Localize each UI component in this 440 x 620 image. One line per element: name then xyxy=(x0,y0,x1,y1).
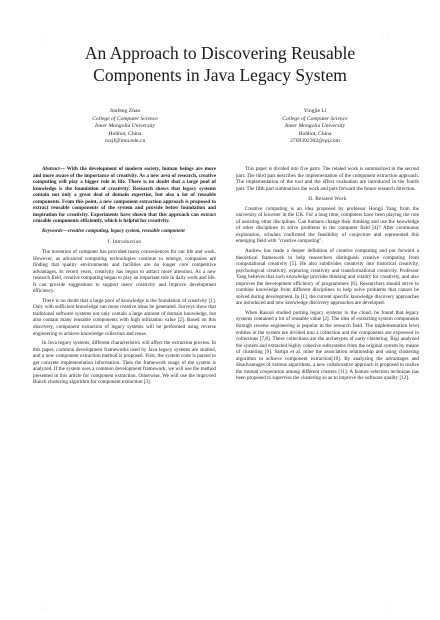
abstract-text: With the development of modern society, human beings are more and more aware of the importance of creativity. As a new area of research, creative computing will play a bigger role in life. There is no doubt that a large pool of knowledge is the foundation of creativity. Research shows that legacy systems contain not only a great deal of domain expertise, but also a lot of reusable components. From this point, a new component extraction approach is proposed to extract reusable components of the system and provide better foundation and inspiration for creativity. Experiments have shown that this approach can extract reusable components efficiently, which is helpful for creativity. xyxy=(33,166,216,225)
author-block-2 xyxy=(230,108,400,146)
paragraph: The invention of computer has provided many conveniences for our life and work. However, as advanced computing technologies continue to emerge, companies are finding that quality environments and facilities are no longer core competitive advantages. In recent years, creativity has begun to attract more attention. As a new research field, creative computing began to play an important role in daily work and life. It can provide suggestions to support users' creativity and improve development efficiency. xyxy=(33,249,216,295)
author-department: College of Computer Science xyxy=(282,115,348,122)
paragraph: When Rasool studied porting legacy systems to the cloud, he found that legacy systems contained a lot of reusable value [2]. The idea of extracting system components through reverse engineering is popular in the research field. The implementation level entities in the system are divided into a collection and the components are expressed in collections [7,8]. These collections are the archetypes of early clustering. Rigi analyzed the system and extracted highly cohesive subsystems from the original system by means of clustering [9]. Sartipi et al. mine the association relationship and using clustering algorithm to achieve component extraction[10]. By analyzing the advantages and disadvantages of various algorithms, a new collaborative approach is proposed to realize the mutual cooperation among different clusters [11]. A feature selection technique has been proposed to supervise the clustering so as to improve the software quality [12]. xyxy=(236,309,419,382)
keywords xyxy=(33,228,216,235)
paragraph: In Java legacy systems, different characteristics will affect the extraction process. In this paper, common development frameworks used by Java legacy systems are studied, and a new component extraction method is proposed. First, the system code is parsed to get concrete implementation information. Then the framework usage of the system is analyzed. If the system uses a common development framework, we will use the method presented in this article for component extraction. Otherwise, We will use the improved Bunch clustering algorithm for component extraction [3]. xyxy=(33,340,216,386)
author-email: 2769392302@qq.com xyxy=(290,138,340,145)
author-email: cszjf@imu.edu.cn xyxy=(104,138,146,145)
section-heading-introduction: I. Introduction xyxy=(107,239,142,246)
section-heading-related-work: II. Related Work xyxy=(308,196,347,203)
left-column xyxy=(33,166,216,389)
author-block-1 xyxy=(40,108,210,146)
author-university: Inner Mongolia University xyxy=(95,123,155,130)
right-column xyxy=(236,166,419,385)
abstract xyxy=(33,166,216,225)
keywords-text: creative computing, legacy system, reusable component xyxy=(67,227,185,234)
watermark-mark xyxy=(377,599,393,617)
abstract-lead: Abstract— xyxy=(42,166,65,172)
author-department: College of Computer Science xyxy=(92,115,158,122)
author-university: Inner Mongolia University xyxy=(285,123,345,130)
paragraph: This paper is divided into five parts. The related work is summarized in the second part. The third part describes the implementation of the component extraction approach. The implementation of the tool and the effect evaluation are introduced in the fourth part. The fifth part summarizes the work and puts forward the future research direction. xyxy=(236,166,419,192)
paragraph: Creative computing is an idea proposed by professor Hongji Yang from the university of leicester in the UK. For a long time, computers have been playing the role of assisting other disciplines. Can humans change their thinking and use the knowledge of other disciplines to solve problems in the computer field [4]? After continuous exploration, scholars confirmed the feasibility of conjecture and represented this emerging field with "creative computing". xyxy=(236,205,419,245)
paper-title xyxy=(20,42,420,86)
author-name: Junfeng Zhao xyxy=(109,108,141,114)
author-city: Hohhot, China xyxy=(298,130,332,137)
title-line-1: An Approach to Discovering Reusable xyxy=(84,43,356,63)
watermark-mark xyxy=(37,599,53,617)
keywords-lead: Keywords— xyxy=(42,227,68,234)
author-name: Yingjie Li xyxy=(303,108,327,114)
paragraph: Andrew has made a deeper definition of creative computing and put forward a theoretical framework to help researchers distinguish creative computing from computational creativity [5]. He also subdivides creativity into historical creativity, psychological creativity, exploring creativity and transformational creativity. Professor Yang believes that such knowledge provides thinking and vitality for creativity, and also improves the development efficiency of programmers [6]. Researchers should strive to combine knowledge from different disciplines to help solve problems that cannot be solved during development. In [1], the current specific knowledge discovery approaches are introduced and new knowledge discovery approaches are developed. xyxy=(236,248,419,307)
author-city: Hohhot, China xyxy=(108,130,142,137)
paragraph: There is no doubt that a large pool of knowledge is the foundation of creativity [1]. Only with sufficient knowledge can more creative ideas be generated. Surveys show that traditional software systems not only contain a large amount of domain knowledge, but also contain many reusable components with high utilization value [2]. Based on this discovery, component extraction of legacy systems will be performed using reverse engineering to achieve knowledge collection and reuse. xyxy=(33,297,216,337)
title-line-2: Components in Java Legacy System xyxy=(93,65,347,85)
